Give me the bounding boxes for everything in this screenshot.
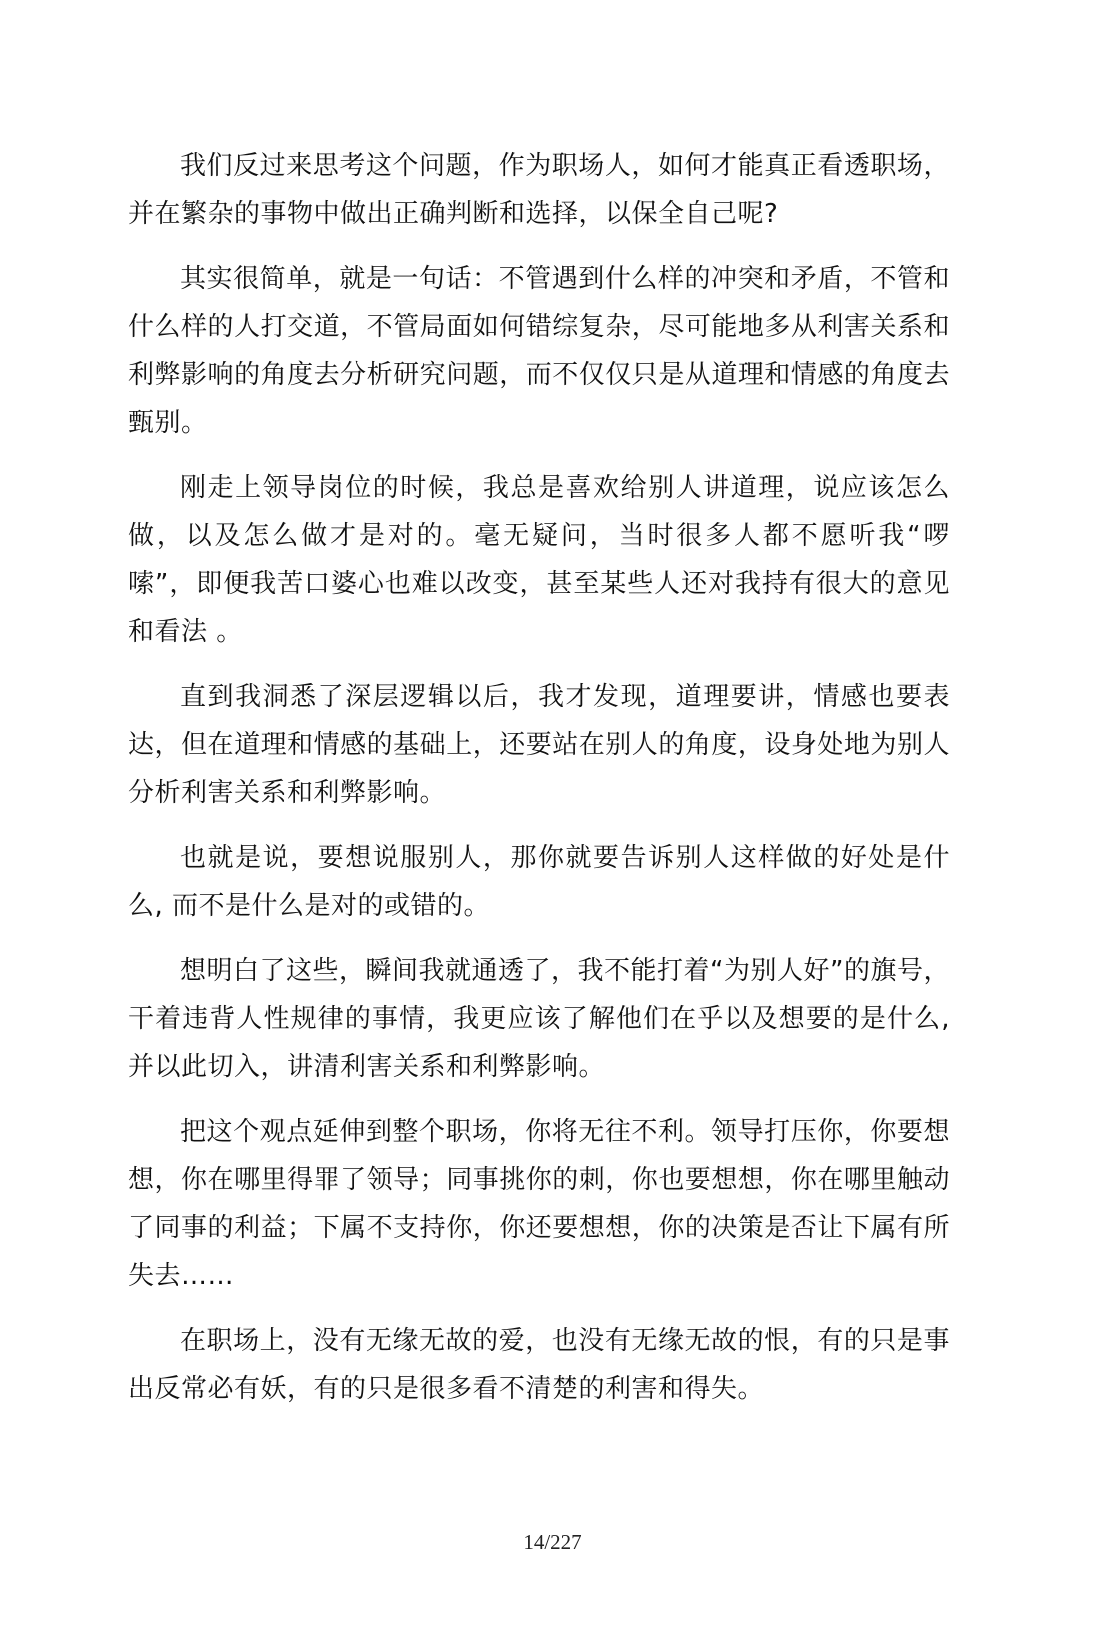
- paragraph: 想明白了这些，瞬间我就通透了，我不能打着“为别人好”的旗号，干着违背人性规律的事情，我更应该了解他们在乎以及想要的是什么, 并以此切入，讲清利害关系和利弊影响。: [128, 956, 950, 1082]
- paragraph: 也就是说，要想说服别人，那你就要告诉别人这样做的好处是什么, 而不是什么是对的或错的。: [128, 843, 950, 921]
- paragraph: 在职场上，没有无缘无故的爱，也没有无缘无故的恨，有的只是事出反常必有妖，有的只是很多看不清楚的利害和得失。: [128, 1326, 950, 1404]
- paragraph: 把这个观点延伸到整个职场，你将无往不利。领导打压你，你要想想，你在哪里得罪了领导；同事挑你的刺，你也要想想，你在哪里触动了同事的利益；下属不支持你，你还要想想，你的决策是否让下属有所失去……: [128, 1117, 950, 1291]
- paragraph: 刚走上领导岗位的时候，我总是喜欢给别人讲道理，说应该怎么做，以及怎么做才是对的。毫无疑问，当时很多人都不愿听我“啰嗦”，即便我苦口婆心也难以改变，甚至某些人还对我持有很大的意见和看法 。: [128, 473, 950, 647]
- page-number: 14/227: [523, 1530, 582, 1554]
- body-text: [128, 142, 950, 1430]
- paragraph: 直到我洞悉了深层逻辑以后，我才发现，道理要讲，情感也要表达，但在道理和情感的基础上，还要站在别人的角度，设身处地为别人分析利害关系和利弊影响。: [128, 682, 950, 808]
- paragraph: 我们反过来思考这个问题，作为职场人，如何才能真正看透职场，并在繁杂的事物中做出正确判断和选择，以保全自己呢?: [128, 151, 950, 229]
- paragraph: 其实很简单，就是一句话：不管遇到什么样的冲突和矛盾，不管和什么样的人打交道，不管局面如何错综复杂，尽可能地多从利害关系和利弊影响的角度去分析研究问题，而不仅仅只是从道理和情感的角度去甄别。: [128, 264, 950, 438]
